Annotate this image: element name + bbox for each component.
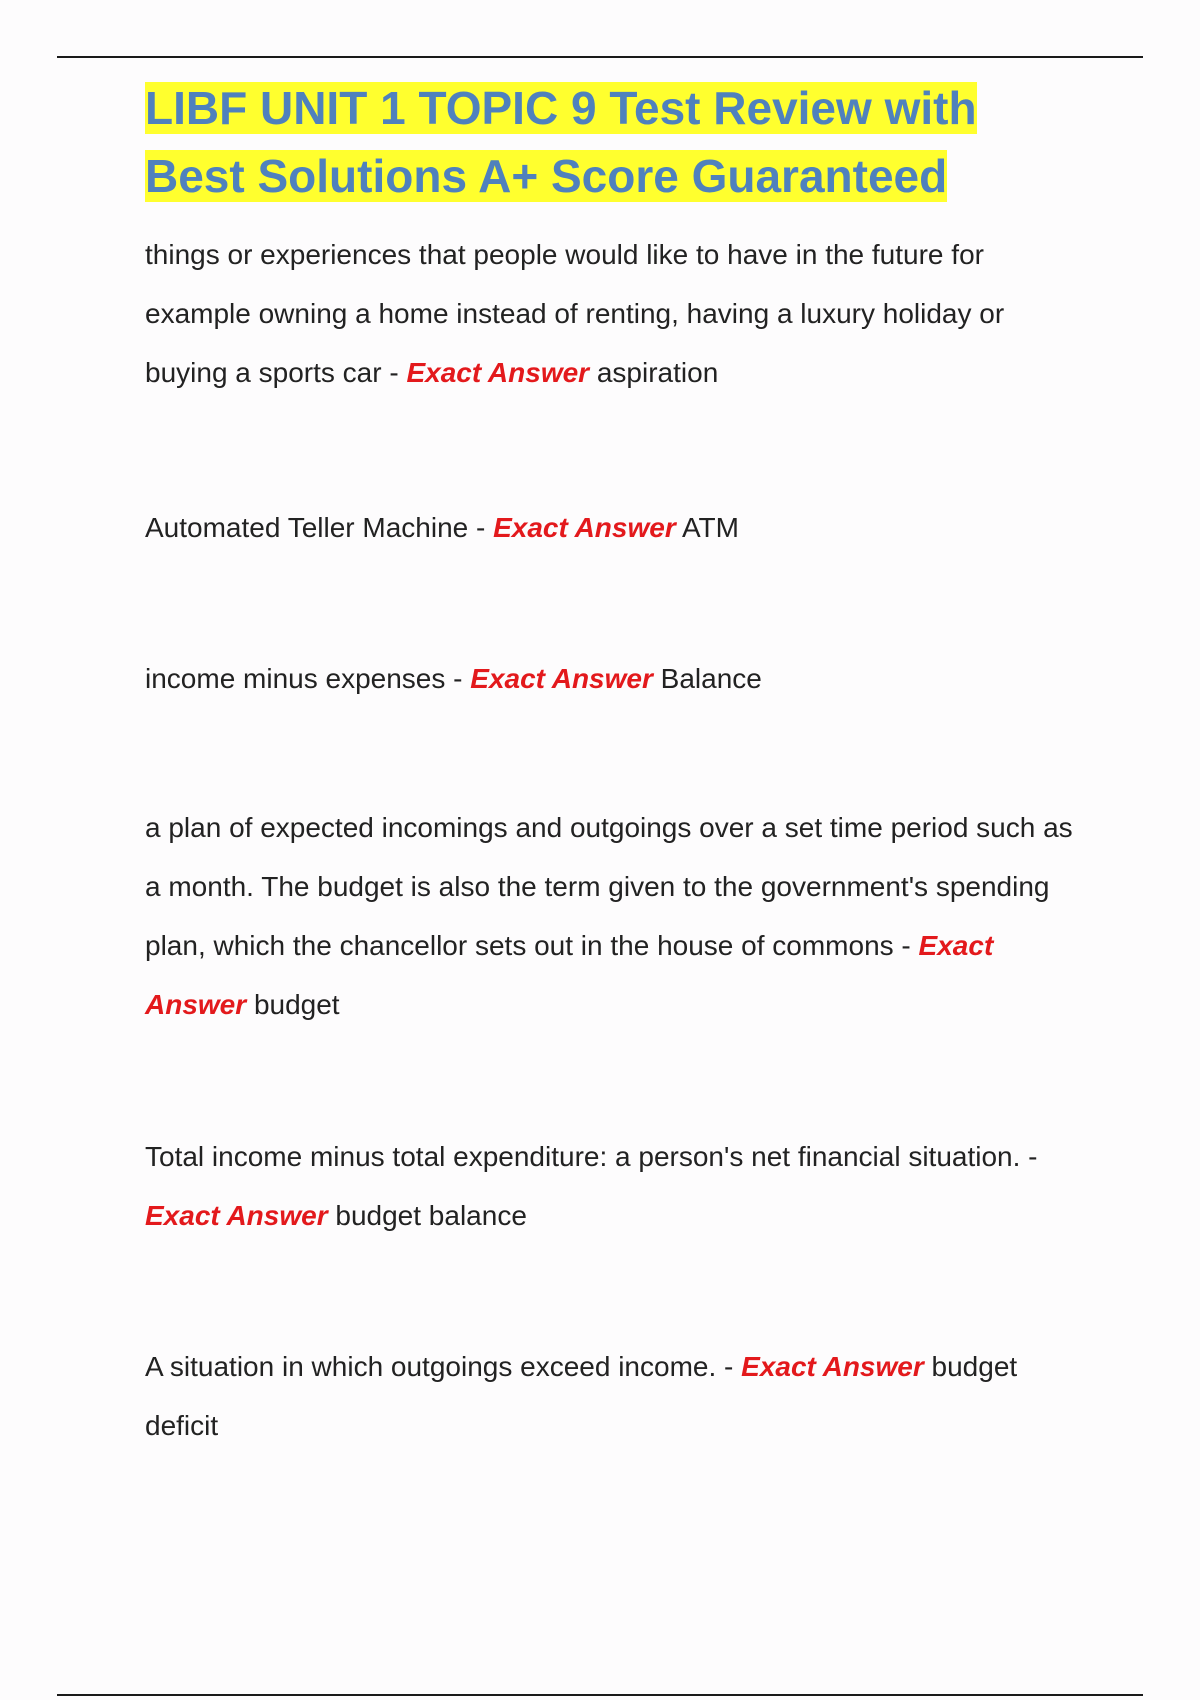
qa-item	[145, 1127, 1090, 1245]
answer-text: budget	[253, 989, 340, 1020]
answer-text: aspiration	[596, 357, 719, 388]
answer-text: ATM	[681, 512, 739, 543]
exact-answer-label: Exact Answer	[493, 512, 676, 543]
question-text: things or experiences that people would like to have in the future for example owning a home instead of renting, having a luxury holiday or buying a sports car	[145, 239, 1005, 388]
exact-answer-label: Exact Answer	[470, 663, 653, 694]
separator: -	[468, 512, 494, 543]
answer-text: budget balance	[335, 1200, 527, 1231]
question-text: Automated Teller Machine	[145, 512, 469, 543]
title-block	[145, 74, 1065, 210]
answer-text: budget deficit	[145, 1351, 1018, 1441]
qa-item	[145, 649, 1090, 708]
qa-item	[145, 225, 1090, 402]
question-text: Total income minus total expenditure: a person's net financial situation.	[145, 1141, 1021, 1172]
exact-answer-label: Exact Answer	[145, 1200, 328, 1231]
question-text: income minus expenses	[145, 663, 446, 694]
separator: -	[893, 930, 919, 961]
exact-answer-label: Exact Answer	[741, 1351, 924, 1382]
exact-answer-label: Exact Answer	[406, 357, 590, 388]
title-highlight: LIBF UNIT 1 TOPIC 9 Test Review with Best Solutions A+ Score Guaranteed	[145, 82, 977, 202]
exact-answer-label: Exact Answer	[145, 930, 994, 1020]
qa-item	[145, 798, 1090, 1034]
document-title	[145, 74, 1065, 210]
answer-text: Balance	[660, 663, 762, 694]
separator: -	[445, 663, 471, 694]
bottom-divider	[57, 1694, 1143, 1696]
separator: -	[716, 1351, 742, 1382]
qa-item	[145, 498, 1090, 557]
top-divider	[57, 56, 1143, 58]
qa-item	[145, 1337, 1090, 1455]
separator: -	[381, 357, 407, 388]
question-text: A situation in which outgoings exceed income.	[145, 1351, 717, 1382]
separator: -	[1020, 1141, 1038, 1172]
question-text: a plan of expected incomings and outgoings over a set time period such as a month. The budget is also the term given to the government's spending plan, which the chancellor sets out in the house of commons	[145, 812, 1073, 961]
